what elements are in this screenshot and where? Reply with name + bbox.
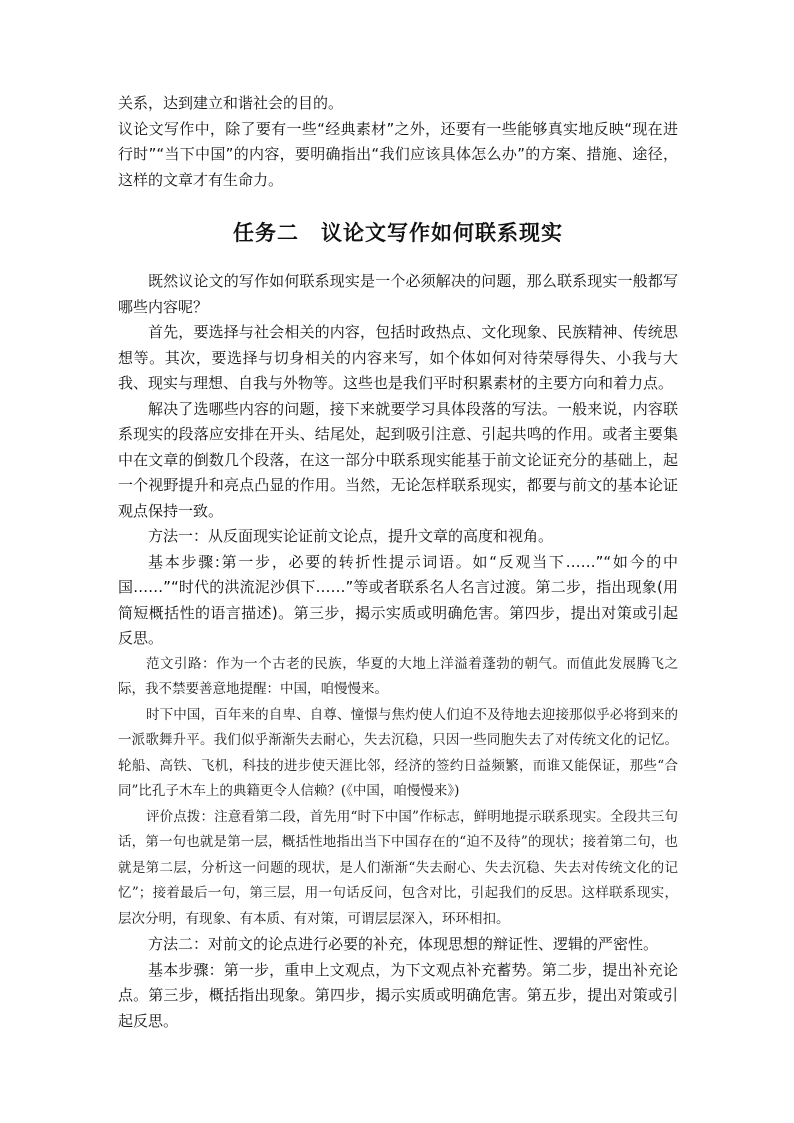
question-paragraph: 既然议论文的写作如何联系现实是一个必须解决的问题，那么联系现实一般都写哪些内容呢？ — [118, 272, 678, 316]
method-one-heading: 方法一：从反面现实论证前文论点，提升文章的高度和视角。 — [148, 527, 554, 545]
body-spacer — [118, 247, 678, 269]
method-two-heading: 方法二：对前文的论点进行必要的补充，体现思想的辩证性、逻辑的严密性。 — [148, 935, 659, 953]
sample-essay-body: 时下中国，百年来的自卑、自尊、憧憬与焦灼使人们迫不及待地去迎接那似乎必将到来的一派歌舞升平。我们似乎渐渐失去耐心，失去沉稳，只因一些同胞失去了对传统文化的记忆。轮船、高铁、飞机，科技的进步使天涯比邻，经济的签约日益频繁，而谁又能保证，那些“合同”比孔子木车上的典籍更令人信赖？(《中国，咱慢慢来》) — [118, 706, 678, 799]
intro-paragraph: 议论文写作中，除了要有一些“经典素材”之外，还要有一些能够真实地反映“现在进行时”“当下中国”的内容，要明确指出“我们应该具体怎么办”的方案、措施、途径，这样的文章才有生命力。 — [118, 119, 678, 189]
section-title-label: 任务二 — [233, 221, 299, 245]
document-page — [118, 0, 678, 1034]
commentary-paragraph: 评价点拨：注意看第二段，首先用“时下中国”作标志，鲜明地提示联系现实。全段共三句话，第一句也就是第一层，概括性地指出当下中国存在的“迫不及待”的现状；接着第二句，也就是第二层，分析这一问题的现状，是人们渐渐“失去耐心、失去沉稳、失去对传统文化的记忆”；接着最后一句，第三层，用一句话反问，包含对比，引起我们的反思。这样联系现实，层次分明，有现象、有本质、有对策，可谓层层深入，环环相扣。 — [118, 808, 678, 927]
sample-essay-intro: 范文引路：作为一个古老的民族，华夏的大地上洋溢着蓬勃的朝气。而值此发展腾飞之际，我不禁要善意地提醒：中国，咱慢慢来。 — [118, 655, 678, 697]
content-selection-paragraph: 首先，要选择与社会相关的内容，包括时政热点、文化现象、民族精神、传统思想等。其次，要选择与切身相关的内容来写，如个体如何对待荣辱得失、小我与大我、现实与理想、自我与外物等。这些也是我们平时积累素材的主要方向和着力点。 — [118, 323, 678, 392]
method-two-steps: 基本步骤：第一步，重申上文观点，为下文观点补充蓄势。第二步，提出补充论点。第三步，概括指出现象。第四步，揭示实质或明确危害。第五步，提出对策或引起反思。 — [118, 960, 678, 1030]
section-title-text: 议论文写作如何联系现实 — [321, 221, 563, 245]
section-title — [118, 219, 678, 247]
method-one-steps: 基本步骤:第一步，必要的转折性提示词语。如“反观当下……”“如今的中国……”“时代的洪流泥沙俱下……”等或者联系名人名言过渡。第二步，指出现象(用简短概括性的语言描述)。第三步，揭示实质或明确危害。第四步，提出对策或引起反思。 — [118, 552, 678, 647]
title-spacer — [118, 193, 678, 219]
intro-line: 关系，达到建立和谐社会的目的。 — [118, 94, 344, 112]
paragraph-placement-paragraph: 解决了选哪些内容的问题，接下来就要学习具体段落的写法。一般来说，内容联系现实的段落应安排在开头、结尾处，起到吸引注意、引起共鸣的作用。或者主要集中在文章的倒数几个段落，在这一部分中联系现实能基于前文论证充分的基础上，起一个视野提升和亮点凸显的作用。当然，无论怎样联系现实，都要与前文的基本论证观点保持一致。 — [118, 399, 678, 520]
top-margin — [118, 0, 678, 91]
